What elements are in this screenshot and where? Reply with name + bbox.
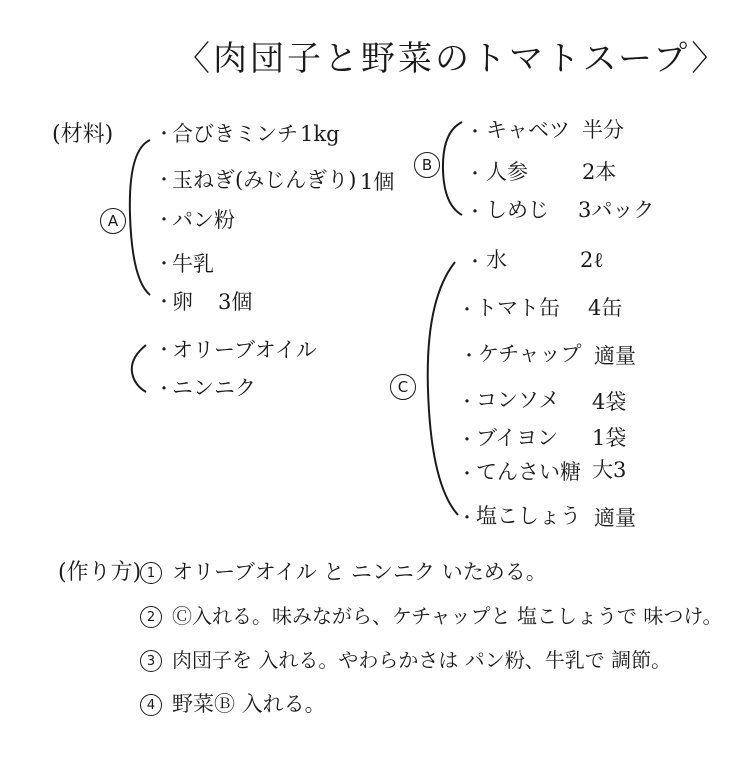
ingredient-name: 玉ねぎ(みじんぎり): [172, 168, 357, 192]
page-title: 〈肉団子と野菜のトマトスープ〉: [176, 39, 729, 79]
bullet: ・: [458, 464, 476, 485]
ingredient-name: オリーブオイル: [172, 338, 317, 362]
group-c-letter: C: [390, 374, 416, 400]
bullet: ・: [458, 392, 476, 413]
ingredient-name: てんさい糖: [476, 460, 581, 484]
ingredient-amount: 4袋: [592, 390, 627, 414]
ingredient-amount: 1kg: [300, 122, 340, 146]
bullet: ・: [155, 379, 173, 400]
step-number: 2: [140, 606, 162, 628]
bullet: ・: [155, 292, 173, 313]
group-b-letter: B: [414, 152, 440, 178]
ingredient-amount: 3パック: [578, 198, 655, 222]
ingredient-name: ニンニク: [172, 376, 256, 400]
bullet: ・: [155, 170, 173, 191]
ingredient-name: キャベツ: [486, 118, 570, 142]
bullet: ・: [458, 430, 476, 451]
step-number: 1: [140, 562, 162, 584]
bullet: ・: [466, 164, 484, 185]
ingredient-amount: 適量: [594, 506, 636, 530]
ingredient-amount: 適量: [594, 344, 636, 368]
bullet: ・: [155, 254, 173, 275]
ingredient-name: しめじ: [486, 198, 549, 222]
ingredient-amount: 3個: [218, 290, 253, 314]
step-text: Ⓒ入れる。味みながら、ケチャップと 塩こしょうで 味つけ。: [172, 604, 723, 628]
ingredient-amount: 2本: [582, 160, 617, 184]
ingredient-name: 合びきミンチ: [172, 122, 298, 146]
ingredient-name: 人参: [486, 160, 528, 184]
bullet: ・: [458, 300, 476, 321]
method-label: (作り方): [58, 560, 142, 585]
step-number: 3: [140, 650, 162, 672]
ingredient-amount: 1個: [360, 170, 395, 194]
step-text: 肉団子を 入れる。やわらかさは パン粉、牛乳で 調節。: [172, 648, 672, 672]
ingredient-name: 塩こしょう: [476, 504, 581, 528]
bracket-b: [443, 122, 462, 215]
ingredient-amount: 4缶: [588, 296, 623, 320]
ingredient-name: パン粉: [172, 208, 235, 232]
ingredient-name: ブイヨン: [476, 426, 559, 450]
ingredient-name: トマト缶: [476, 296, 560, 320]
ingredient-amount: 大3: [592, 458, 627, 482]
ingredient-name: コンソメ: [476, 388, 560, 412]
bullet: ・: [458, 508, 476, 529]
ingredient-amount: 半分: [582, 118, 624, 142]
bracket-a: [130, 140, 150, 295]
step-text: オリーブオイル と ニンニク いためる。: [172, 560, 547, 584]
bullet: ・: [460, 346, 478, 367]
ingredient-name: ケチャップ: [478, 342, 582, 366]
bracket-oil: [132, 345, 146, 392]
bullet: ・: [155, 340, 173, 361]
bullet: ・: [466, 122, 484, 143]
step-text: 野菜Ⓑ 入れる。: [172, 692, 326, 716]
group-a-letter: A: [100, 208, 126, 234]
bullet: ・: [155, 124, 173, 145]
ingredient-name: 牛乳: [172, 252, 214, 276]
ingredient-amount: 1袋: [592, 426, 627, 450]
ingredient-amount: 2ℓ: [580, 248, 604, 272]
bracket-c: [428, 262, 458, 515]
step-number: 4: [140, 694, 162, 716]
ingredient-name: 水: [486, 248, 507, 272]
bullet: ・: [155, 210, 173, 231]
ingredients-label: (材料): [52, 122, 114, 147]
ingredient-name: 卵: [172, 290, 193, 314]
bullet: ・: [466, 252, 484, 273]
bullet: ・: [466, 202, 484, 223]
